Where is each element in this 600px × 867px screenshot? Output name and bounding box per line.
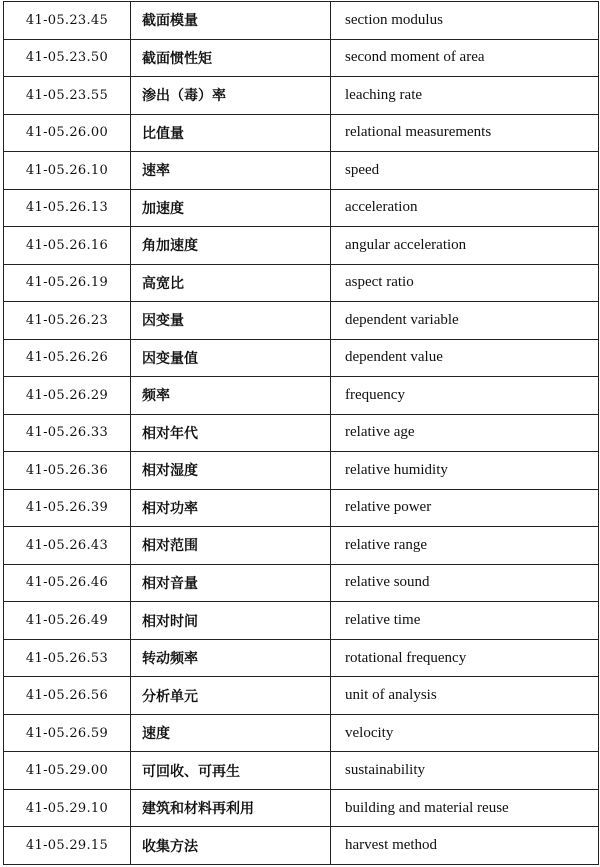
term-code-cell: 41-05.23.50 xyxy=(4,39,131,77)
table-row xyxy=(4,714,599,752)
term-english-cell: speed xyxy=(331,152,599,190)
table-row xyxy=(4,2,599,40)
table-row xyxy=(4,564,599,602)
table-row xyxy=(4,752,599,790)
term-code-cell: 41-05.26.16 xyxy=(4,227,131,265)
term-english-cell: harvest method xyxy=(331,827,599,865)
term-chinese-cell: 渗出（毒）率 xyxy=(131,77,331,115)
table-row xyxy=(4,527,599,565)
term-english-cell: section modulus xyxy=(331,2,599,40)
term-code-cell: 41-05.26.49 xyxy=(4,602,131,640)
term-chinese-cell: 相对音量 xyxy=(131,564,331,602)
term-chinese-cell: 相对时间 xyxy=(131,602,331,640)
table-row xyxy=(4,452,599,490)
table-row xyxy=(4,77,599,115)
term-english-cell: relational measurements xyxy=(331,114,599,152)
term-english-cell: relative range xyxy=(331,527,599,565)
term-chinese-cell: 相对范围 xyxy=(131,527,331,565)
term-chinese-cell: 因变量值 xyxy=(131,339,331,377)
table-row xyxy=(4,227,599,265)
table-row xyxy=(4,489,599,527)
term-english-cell: dependent variable xyxy=(331,302,599,340)
term-code-cell: 41-05.26.10 xyxy=(4,152,131,190)
term-english-cell: relative age xyxy=(331,414,599,452)
term-english-cell: relative humidity xyxy=(331,452,599,490)
table-row xyxy=(4,114,599,152)
term-english-cell: sustainability xyxy=(331,752,599,790)
table-row xyxy=(4,789,599,827)
table-row xyxy=(4,602,599,640)
term-code-cell: 41-05.26.29 xyxy=(4,377,131,415)
term-code-cell: 41-05.29.15 xyxy=(4,827,131,865)
term-code-cell: 41-05.26.59 xyxy=(4,714,131,752)
term-chinese-cell: 建筑和材料再利用 xyxy=(131,789,331,827)
term-chinese-cell: 高宽比 xyxy=(131,264,331,302)
term-code-cell: 41-05.26.19 xyxy=(4,264,131,302)
term-code-cell: 41-05.26.26 xyxy=(4,339,131,377)
term-table-body xyxy=(4,2,599,865)
table-row xyxy=(4,414,599,452)
term-chinese-cell: 相对湿度 xyxy=(131,452,331,490)
term-english-cell: rotational frequency xyxy=(331,639,599,677)
term-chinese-cell: 收集方法 xyxy=(131,827,331,865)
term-chinese-cell: 分析单元 xyxy=(131,677,331,715)
table-row xyxy=(4,339,599,377)
term-chinese-cell: 加速度 xyxy=(131,189,331,227)
term-chinese-cell: 可回收、可再生 xyxy=(131,752,331,790)
table-row xyxy=(4,152,599,190)
term-code-cell: 41-05.26.53 xyxy=(4,639,131,677)
term-english-cell: unit of analysis xyxy=(331,677,599,715)
term-code-cell: 41-05.26.46 xyxy=(4,564,131,602)
table-row xyxy=(4,827,599,865)
term-code-cell: 41-05.26.00 xyxy=(4,114,131,152)
term-chinese-cell: 因变量 xyxy=(131,302,331,340)
term-code-cell: 41-05.26.43 xyxy=(4,527,131,565)
term-table xyxy=(3,1,599,865)
term-chinese-cell: 速率 xyxy=(131,152,331,190)
term-english-cell: leaching rate xyxy=(331,77,599,115)
table-row xyxy=(4,377,599,415)
term-chinese-cell: 频率 xyxy=(131,377,331,415)
table-row xyxy=(4,639,599,677)
term-code-cell: 41-05.29.10 xyxy=(4,789,131,827)
term-code-cell: 41-05.26.13 xyxy=(4,189,131,227)
term-english-cell: second moment of area xyxy=(331,39,599,77)
term-english-cell: acceleration xyxy=(331,189,599,227)
table-row xyxy=(4,677,599,715)
term-english-cell: relative power xyxy=(331,489,599,527)
term-english-cell: aspect ratio xyxy=(331,264,599,302)
table-row xyxy=(4,39,599,77)
term-chinese-cell: 截面模量 xyxy=(131,2,331,40)
term-english-cell: relative time xyxy=(331,602,599,640)
term-english-cell: relative sound xyxy=(331,564,599,602)
term-chinese-cell: 转动频率 xyxy=(131,639,331,677)
table-row xyxy=(4,302,599,340)
table-row xyxy=(4,189,599,227)
term-english-cell: angular acceleration xyxy=(331,227,599,265)
term-code-cell: 41-05.26.56 xyxy=(4,677,131,715)
term-english-cell: dependent value xyxy=(331,339,599,377)
term-code-cell: 41-05.26.36 xyxy=(4,452,131,490)
term-chinese-cell: 比值量 xyxy=(131,114,331,152)
term-chinese-cell: 相对功率 xyxy=(131,489,331,527)
term-chinese-cell: 角加速度 xyxy=(131,227,331,265)
term-chinese-cell: 相对年代 xyxy=(131,414,331,452)
term-code-cell: 41-05.29.00 xyxy=(4,752,131,790)
term-code-cell: 41-05.23.55 xyxy=(4,77,131,115)
term-english-cell: frequency xyxy=(331,377,599,415)
term-english-cell: building and material reuse xyxy=(331,789,599,827)
term-chinese-cell: 速度 xyxy=(131,714,331,752)
term-code-cell: 41-05.23.45 xyxy=(4,2,131,40)
term-english-cell: velocity xyxy=(331,714,599,752)
term-code-cell: 41-05.26.23 xyxy=(4,302,131,340)
term-code-cell: 41-05.26.39 xyxy=(4,489,131,527)
term-code-cell: 41-05.26.33 xyxy=(4,414,131,452)
table-row xyxy=(4,264,599,302)
term-chinese-cell: 截面惯性矩 xyxy=(131,39,331,77)
